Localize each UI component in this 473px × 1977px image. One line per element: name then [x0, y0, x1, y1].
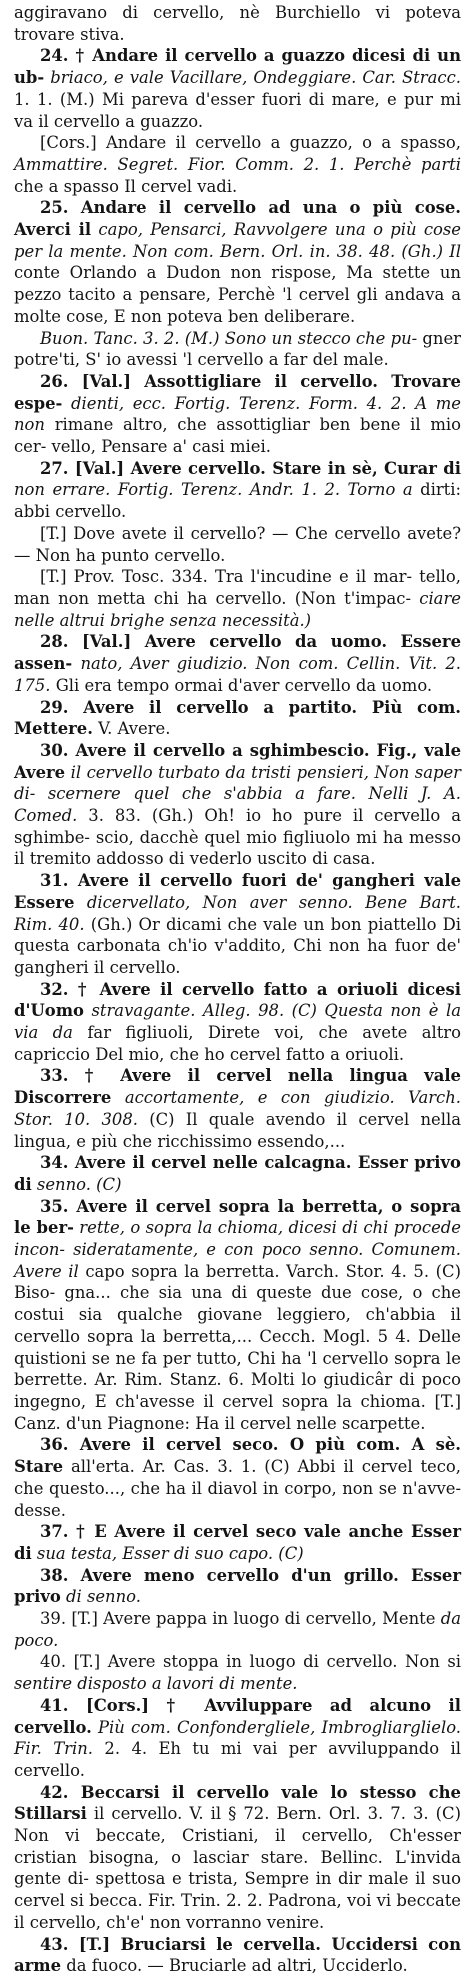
entry-37: 37. † E Avere il cervel seco vale anche Esser di sua testa, Esser di suo capo. (C) [14, 1522, 461, 1563]
entry-25: 25. Andare il cervello ad una o più cose. Averci il capo, Pensarci, Ravvolgere una o più cose per la mente. Non com. Bern. Orl. in. 38. 48. (Gh.) Il conte Orlando a Dudon non rispose, Ma stette un pezzo tacito a pensare, Perchè 'l cervel gli andava a molte cose, E non poteva ben deliberare. [14, 198, 462, 326]
entry-43: 43. [T.] Bruciarsi le cervella. Uccidersi con arme da fuoco. — Bruciarle ad altri, Ucciderlo. [14, 1934, 461, 1976]
entry-34: 34. Avere il cervel nelle calcagna. Esser privo di senno. (C) [14, 1153, 461, 1194]
entry-36: 36. Avere il cervel seco. O più com. A sè. Stare all'erta. Ar. Cas. 3. 1. (C) Abbi il cervel teco, che questo..., che ha il diavol in corpo, non se n'avve- desse. [14, 1435, 461, 1520]
entry-23-tail: aggiravano di cervello, nè Burchiello vi poteva trovare stiva. [14, 3, 461, 44]
entry-33: 33. † Avere il cervel nella lingua vale Discorrere accortamente, e con giudizio. Varch. Stor. 10. 308. (C) Il quale avendo il cervel nella lingua, e più che ricchissimo essendo,... [14, 1066, 461, 1151]
entry-27: 27. [Val.] Avere cervello. Stare in sè, Curar di non errare. Fortig. Terenz. Andr. 1. 2. Torno a dirti: abbi cervello. [14, 458, 461, 522]
entry-30: 30. Avere il cervello a sghimbescio. Fig., vale Avere il cervello turbato da tristi pensieri, Non saper di- scernere quel che s'abbia a fare. Nelli J. A. Comed. 3. 83. (Gh.) Oh! io ho pure il cervello a sghimbe- scio, dacchè quel mio figliuolo mi ha messo il tremito addosso di vederlo uscito di casa. [14, 740, 461, 869]
entry-39: 39. [T.] Avere pappa in luogo di cervello, Mente da poco. [14, 1609, 461, 1650]
entry-32: 32. † Avere il cervello fatto a oriuoli dicesi d'Uomo stravagante. Alleg. 98. (C) Questa non è la via da far figliuoli, Direte voi, che avete altro capriccio Del mio, che ho cervel fatto a oriuoli. [14, 979, 462, 1064]
entry-35: 35. Avere il cervel sopra la berretta, o sopra le ber- rette, o sopra la chioma, dicesi di chi procede incon- sideratamente, e con poco senno. Comunem. Avere il capo sopra la berretta. Varch. Stor. 4. 5. (C) Biso- gna... che sia una di queste due cose, o che costui sia qualche giovane leggiero, ch'abbia il cervello sopra la berretta,... Cecch. Mogl. 5 4. Delle quistioni se ne fa per tutto, Chi ha 'l cervello sopra le berrette. Ar. Rim. Stanz. 6. Molti lo giudicâr di poco ingegno, E ch'avesse il cervel sopra la chioma. [T.] Canz. d'un Piagnone: Ha il cervel nelle scarpette. [14, 1196, 461, 1433]
entry-31: 31. Avere il cervello fuori de' gangheri vale Essere dicervellato, Non aver senno. Bene Bart. Rim. 40. (Gh.) Or dicami che vale un bon piattello Di questa carbonata ch'io v'addito, Chi non ha fuor de' gangheri il cervello. [14, 871, 461, 977]
entry-41: 41. [Cors.] † Avviluppare ad alcuno il cervello. Più com. Confondergliele, Imbrogliarglielo. Fir. Trin. 2. 4. Eh tu mi vai per avviluppando il cervello. [14, 1695, 461, 1780]
entry-24-sub: [Cors.] Andare il cervello a guazzo, o a spasso, Ammattire. Segret. Fior. Comm. 2. 1. Perchè parti che a spasso Il cervel vadi. [14, 133, 461, 196]
entry-26: 26. [Val.] Assottigliare il cervello. Trovare espe- dienti, ecc. Fortig. Terenz. Form. 4. 2. A me non rimane altro, che assottigliar ben bene il mio cer- vello, Pensare a' casi miei. [14, 371, 461, 457]
entry-27-sub-2: [T.] Prov. Tosc. 334. Tra l'incudine e il mar- tello, man non metta chi ha cervello. (Non t'impac- ciare nelle altrui brighe senza necessità.) [14, 567, 462, 630]
entry-27-sub-1: [T.] Dove avete il cervello? — Che cervello avete? — Non ha punto cervello. [14, 523, 461, 565]
entry-28: 28. [Val.] Avere cervello da uomo. Essere assen- nato, Aver giudizio. Non com. Cellin. Vit. 2. 175. Gli era tempo ormai d'aver cervello da uomo. [14, 632, 461, 695]
entry-42: 42. Beccarsi il cervello vale lo stesso che Stillarsi il cervello. V. il § 72. Bern. Orl. 3. 7. 3. (C) Non vi beccate, Cristiani, il cervello, Ch'esser cristian bisogna, o lasciar stare. Bellinc. L'invida gente di- spettosa e trista, Sempre in dir male il suo cervel si becca. Fir. Trin. 2. 2. Padrona, voi vi beccate il cervello, ch'e' non vorranno venire. [14, 1782, 462, 1932]
entry-40: 40. [T.] Avere stoppa in luogo di cervello. Non si sentire disposto a lavori di mente. [14, 1652, 461, 1694]
entry-24: 24. † Andare il cervello a guazzo dicesi di un ub- briaco, e vale Vacillare, Ondeggiare. Car. Stracc. 1. 1. (M.) Mi pareva d'esser fuori di mare, e pur mi va il cervello a guazzo. [14, 46, 461, 131]
entry-29: 29. Avere il cervello a partito. Più com. Mettere. V. Avere. [14, 697, 461, 739]
entry-25-sub: Buon. Tanc. 3. 2. (M.) Sono un stecco che pu- gner potre'ti, S' io avessi 'l cervello a far del male. [14, 328, 461, 370]
entry-38: 38. Avere meno cervello d'un grillo. Esser privo di senno. [14, 1565, 461, 1607]
